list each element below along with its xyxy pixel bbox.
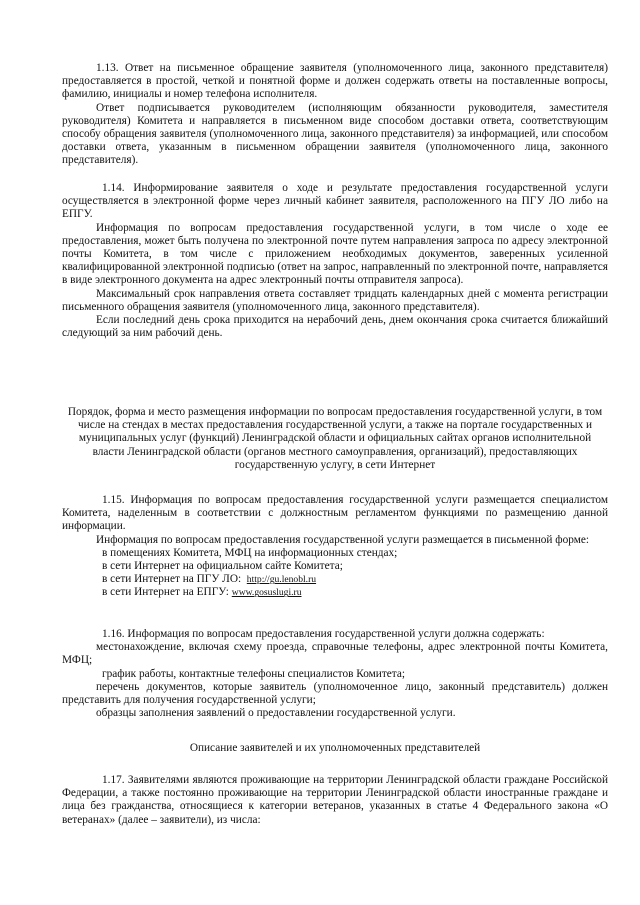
list-item-pgu-lo-text: в сети Интернет на ПГУ ЛО: [102, 573, 242, 586]
paragraph-written-form: Информация по вопросам предоставления государственной услуги размещается в письменной форме: [96, 533, 590, 546]
section-1-13 [62, 62, 608, 168]
section-1-14 [62, 182, 608, 340]
section-heading-applicants [62, 742, 608, 755]
section-1-15 [62, 494, 608, 600]
list-item-epgu-text: в сети Интернет на ЕПГУ: [102, 586, 229, 599]
pgu-lo-link[interactable]: http://gu.lenobl.ru [246, 574, 317, 586]
paragraph-1-14: 1.14. Информирование заявителя о ходе и результате предоставления государственной услуги осуществляется в электронной форме через личный кабинет заявителя, расположенного на ПГУ ЛО либо на ЕПГУ. [62, 182, 608, 221]
paragraph-1-15: 1.15. Информация по вопросам предоставления государственной услуги размещается специалистом Комитета, наделенным в соответствии с должностным регламентом функциями по размещению данной информации. [62, 494, 608, 533]
paragraph-1-16: 1.16. Информация по вопросам предоставления государственной услуги должна содержать: [102, 628, 545, 640]
paragraph-holiday-rule: Если последний день срока приходится на нерабочий день, днем окончания срока считается ближайший следующий за ним рабочий день. [62, 314, 608, 340]
paragraph-samples: образцы заполнения заявлений о предоставлении государственной услуги. [96, 707, 456, 720]
heading-info-placement: Порядок, форма и место размещения информации по вопросам предоставления государственной услуги, в том числе на стендах в местах предоставления государственной услуги, а также на портале государственных и муниципальных услуг (функций) Ленинградской области и официальных сайтах органов исполнительной власти Ленинградской области (органов местного самоуправления, организаций), предоставляющих государственную услугу, в сети Интернет [67, 406, 603, 471]
section-heading-order [62, 406, 608, 472]
heading-applicants: Описание заявителей и их уполномоченных представителей [189, 742, 481, 754]
paragraph-1-17: 1.17. Заявителями являются проживающие на территории Ленинградской области граждане Российской Федерации, а также постоянно проживающие на территории Ленинградской области иностранные граждане и лица без гражданства, относящиеся к категории ветеранов, указанных в статье 4 Федерального закона «О ветеранах» (далее – заявители), из числа: [62, 774, 608, 826]
paragraph-documents-list: перечень документов, которые заявитель (уполномоченное лицо, законный представитель) должен представить для получения государственной услуги; [62, 680, 608, 707]
section-1-17 [62, 774, 608, 827]
paragraph-location: местонахождение, включая схему проезда, справочные телефоны, адрес электронной почты Комитета, МФЦ; [62, 641, 608, 667]
list-item-premises: в помещениях Комитета, МФЦ на информационных стендах; [102, 546, 398, 559]
paragraph-schedule: график работы, контактные телефоны специалистов Комитета; [102, 667, 406, 680]
list-item-pgu-lo [62, 573, 608, 586]
section-1-16 [62, 628, 608, 720]
paragraph-max-term: Максимальный срок направления ответа составляет тридцать календарных дней с момента регистрации письменного обращения заявителя (уполномоченного лица, законного представителя). [62, 287, 608, 313]
list-item-epgu [62, 586, 608, 599]
paragraph-answer-signing: Ответ подписывается руководителем (исполняющим обязанности руководителя, заместителя руководителя) Комитета и направляется в письменном виде способом доставки ответа, соответствующим способу обращения заявителя (уполномоченного лица, законного представителя) за информацией, или способом доставки ответа, указанным в письменном обращении заявителя (уполномоченного лица, законного представителя). [62, 101, 608, 167]
paragraph-info-by-email: Информация по вопросам предоставления государственной услуги, в том числе о ходе ее предоставления, может быть получена по электронной почте путем направления запроса по адресу электронной почты Комитета, в том числе с приложением необходимых документов, заверенных усиленной квалифицированной электронной подписью (ответ на запрос, направленный по электронной почте, направляется в виде электронного документа на адрес электронный почты отправителя запроса). [62, 221, 608, 287]
epgu-link[interactable]: www.gosuslugi.ru [231, 587, 302, 599]
list-item-official-site: в сети Интернет на официальном сайте Комитета; [102, 560, 343, 573]
paragraph-1-13: 1.13. Ответ на письменное обращение заявителя (уполномоченного лица, законного представителя) предоставляется в простой, четкой и понятной форме и должен содержать ответы на поставленные вопросы, фамилию, инициалы и номер телефона исполнителя. [62, 62, 608, 101]
